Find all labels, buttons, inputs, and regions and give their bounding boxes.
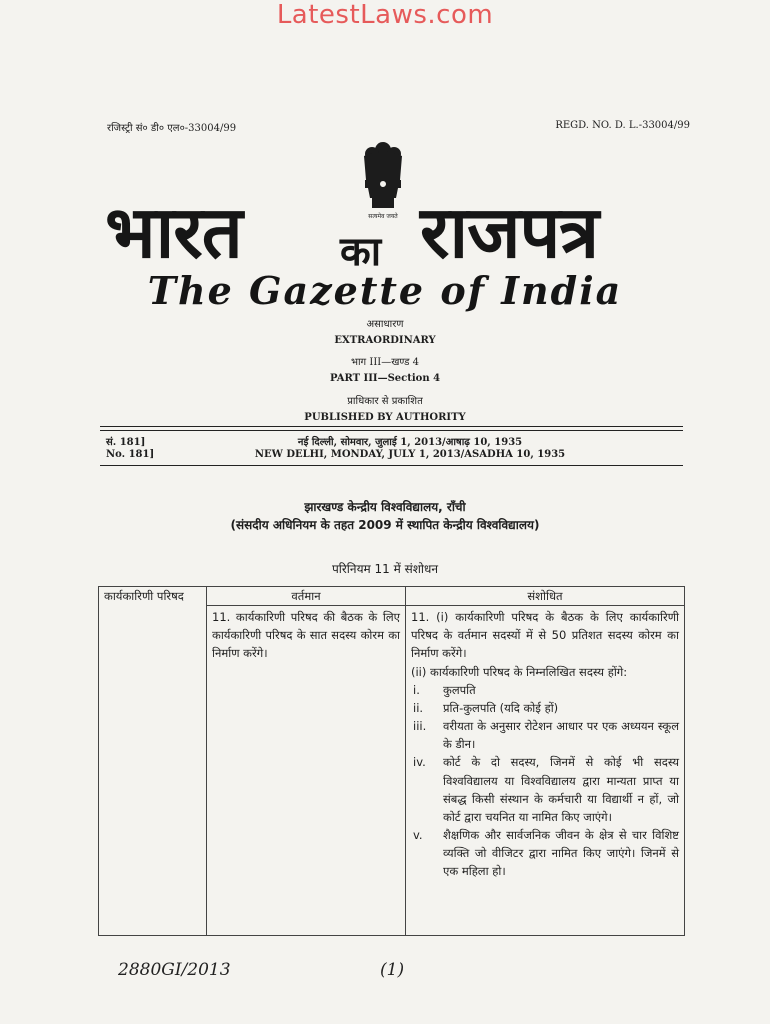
list-item <box>411 826 679 880</box>
list-item-text: शैक्षणिक और सार्वजनिक जीवन के क्षेत्र से चार विशिष्ट व्यक्ति जो वीजिटर द्वारा नामित किए जाएंगे। जिनमें से एक महिला हो। <box>443 828 679 879</box>
list-item <box>411 699 679 717</box>
column-header-council: कार्यकारिणी परिषद <box>104 589 184 603</box>
issue-date: NEW DELHI, MONDAY, JULY 1, 2013/ASADHA 10, 1935 <box>254 449 566 460</box>
list-item-number: ii. <box>413 700 424 715</box>
revised-sub: (ii) कार्यकारिणी परिषद के निम्नलिखित सदस्य होंगे: <box>411 664 628 679</box>
page-number: (1) <box>380 960 405 980</box>
list-item <box>411 717 679 753</box>
list-item <box>411 753 679 826</box>
row-label-cell <box>99 587 207 936</box>
issue-number-hindi: सं. 181] <box>106 437 146 448</box>
amendment-table <box>98 586 685 936</box>
divider-top-second <box>100 430 683 431</box>
university-subtitle: (संसदीय अधिनियम के तहत 2009 में स्थापित केन्द्रीय विश्वविद्यालय) <box>230 518 540 532</box>
emblem-motto: सत्यमेव जयते <box>368 213 398 220</box>
registration-number-hindi: रजिस्ट्री सं० डी० एल०-33004/99 <box>107 123 237 134</box>
list-item-text: वरीयता के अनुसार रोटेशन आधार पर एक अध्ययन स्कूल के डीन। <box>443 719 679 752</box>
list-item <box>411 681 679 699</box>
current-cell <box>207 606 406 936</box>
authority-hindi: प्राधिकार से प्रकाशित <box>347 396 423 407</box>
issue-number: No. 181] <box>106 449 155 460</box>
list-item-number: i. <box>413 682 420 697</box>
list-item-number: iv. <box>413 755 426 770</box>
masthead-hindi <box>105 190 685 275</box>
revised-cell <box>406 606 685 936</box>
column-header-current: वर्तमान <box>207 587 406 606</box>
column-header-revised: संशोधित <box>406 587 685 606</box>
table-header-row <box>99 587 685 606</box>
authority-label: PUBLISHED BY AUTHORITY <box>304 412 466 423</box>
masthead-hindi-mid: का <box>340 229 382 275</box>
extraordinary-label: EXTRAORDINARY <box>334 335 436 346</box>
revised-intro: 11. (i) कार्यकारिणी परिषद के बैठक के लिए कार्यकारिणी परिषद के वर्तमान सदस्यों में से 50 प्रतिशत सदस्य कोरम का निर्माण करेंगे। <box>411 610 679 661</box>
part-label: PART III—Section 4 <box>329 373 441 384</box>
current-text: 11. कार्यकारिणी परिषद की बैठक के लिए कार्यकारिणी परिषद के सात सदस्य कोरम का निर्माण करेंगे। <box>212 610 400 661</box>
handwritten-code: 2880GI/2013 <box>118 960 231 980</box>
divider-top <box>100 426 683 427</box>
extraordinary-hindi: असाधारण <box>366 319 404 330</box>
watermark: LatestLaws.com <box>276 0 494 30</box>
issue-date-hindi: नई दिल्ली, सोमवार, जुलाई 1, 2013/आषाढ़ 10, 1935 <box>297 437 523 448</box>
registration-number: REGD. NO. D. L.-33004/99 <box>555 120 690 131</box>
list-item-number: v. <box>413 828 423 843</box>
list-item-text: प्रति-कुलपति (यदि कोई हों) <box>443 700 559 715</box>
list-item-text: कोर्ट के दो सदस्य, जिनमें से कोई भी सदस्य विश्वविद्यालय या विश्वविद्यालय द्वारा मान्यता प्राप्त या संबद्ध किसी संस्थान के कर्मचारी या विद्यार्थी न हों, जो कोर्ट द्वारा चयनित या नामित किए जाएंगे। <box>443 755 679 824</box>
part-hindi: भाग III—खण्ड 4 <box>350 357 420 368</box>
list-item-number: iii. <box>413 719 427 734</box>
masthead-english: The Gazette of India <box>147 268 623 313</box>
masthead-hindi-right: राजपत्र <box>420 190 599 274</box>
university-name: झारखण्ड केन्द्रीय विश्वविद्यालय, राँची <box>304 500 466 514</box>
amendment-title: परिनियम 11 में संशोधन <box>331 562 439 576</box>
list-item-text: कुलपति <box>443 682 476 697</box>
divider-bottom <box>100 465 683 466</box>
masthead-hindi-left: भारत <box>105 190 242 274</box>
